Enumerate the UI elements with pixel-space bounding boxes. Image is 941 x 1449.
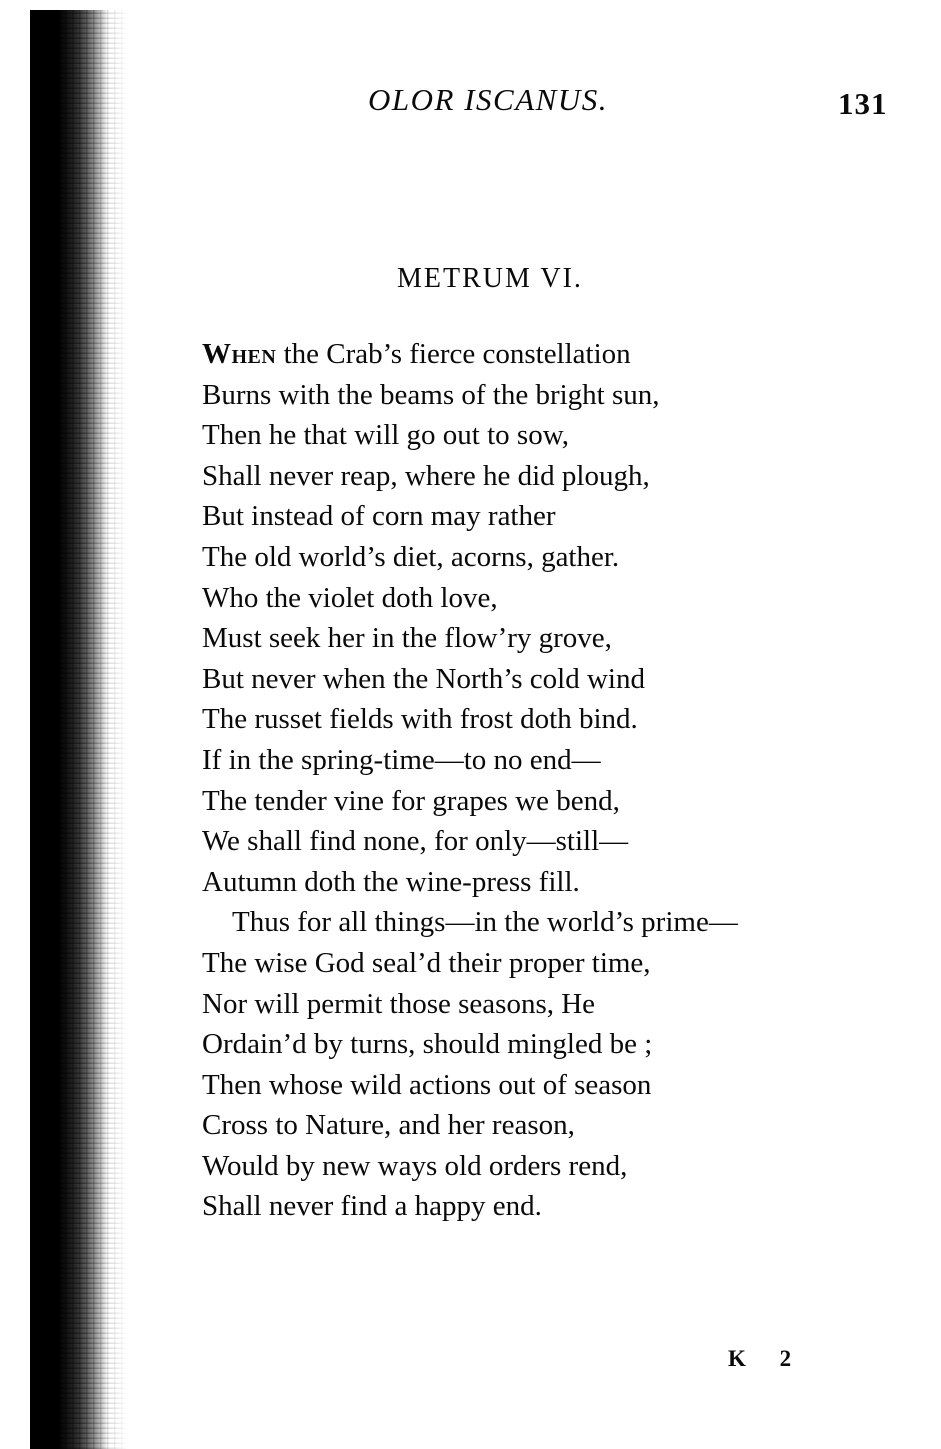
- section-title: METRUM VI.: [397, 263, 583, 294]
- poem-line: Would by new ways old orders rend,: [202, 1149, 628, 1182]
- poem-line: Autumn doth the wine-press fill.: [202, 865, 580, 898]
- scan-gutter-texture: [58, 10, 128, 1449]
- poem-line: The tender vine for grapes we bend,: [202, 784, 620, 817]
- page-number: 131: [838, 86, 888, 121]
- poem-line: Nor will permit those seasons, He: [202, 987, 596, 1020]
- poem-line: But never when the North’s cold wind: [202, 662, 645, 695]
- poem-line: The russet fields with frost doth bind.: [202, 703, 638, 736]
- poem-line: Ordain’d by turns, should mingled be ;: [202, 1028, 653, 1061]
- poem-line: If in the spring-time—to no end—: [202, 743, 601, 776]
- poem-line: The old world’s diet, acorns, gather.: [202, 540, 620, 573]
- signature-mark: K 2: [728, 1346, 806, 1371]
- poem-line: [202, 334, 738, 375]
- poem-line: Shall never reap, where he did plough,: [202, 459, 650, 492]
- running-title: OLOR ISCANUS.: [368, 82, 608, 117]
- poem-line: Burns with the beams of the bright sun,: [202, 378, 660, 411]
- poem-line: Must seek her in the flow’ry grove,: [202, 622, 612, 655]
- poem-line: Shall never find a happy end.: [202, 1190, 542, 1223]
- poem-line: Then whose wild actions out of season: [202, 1068, 652, 1101]
- poem-body: [202, 334, 738, 1227]
- poem-line: The wise God seal’d their proper time,: [202, 946, 651, 979]
- poem-line-indented: Thus for all things—in the world’s prime—: [232, 906, 738, 939]
- poem-opening-word: When: [202, 338, 277, 370]
- poem-line-text: the Crab’s fierce constellation: [276, 338, 631, 370]
- poem-line: Who the violet doth love,: [202, 581, 498, 614]
- poem-line: Then he that will go out to sow,: [202, 419, 570, 452]
- poem-line: But instead of corn may rather: [202, 500, 556, 533]
- poem-line: Cross to Nature, and her reason,: [202, 1109, 575, 1142]
- poem-line: We shall find none, for only—still—: [202, 825, 629, 858]
